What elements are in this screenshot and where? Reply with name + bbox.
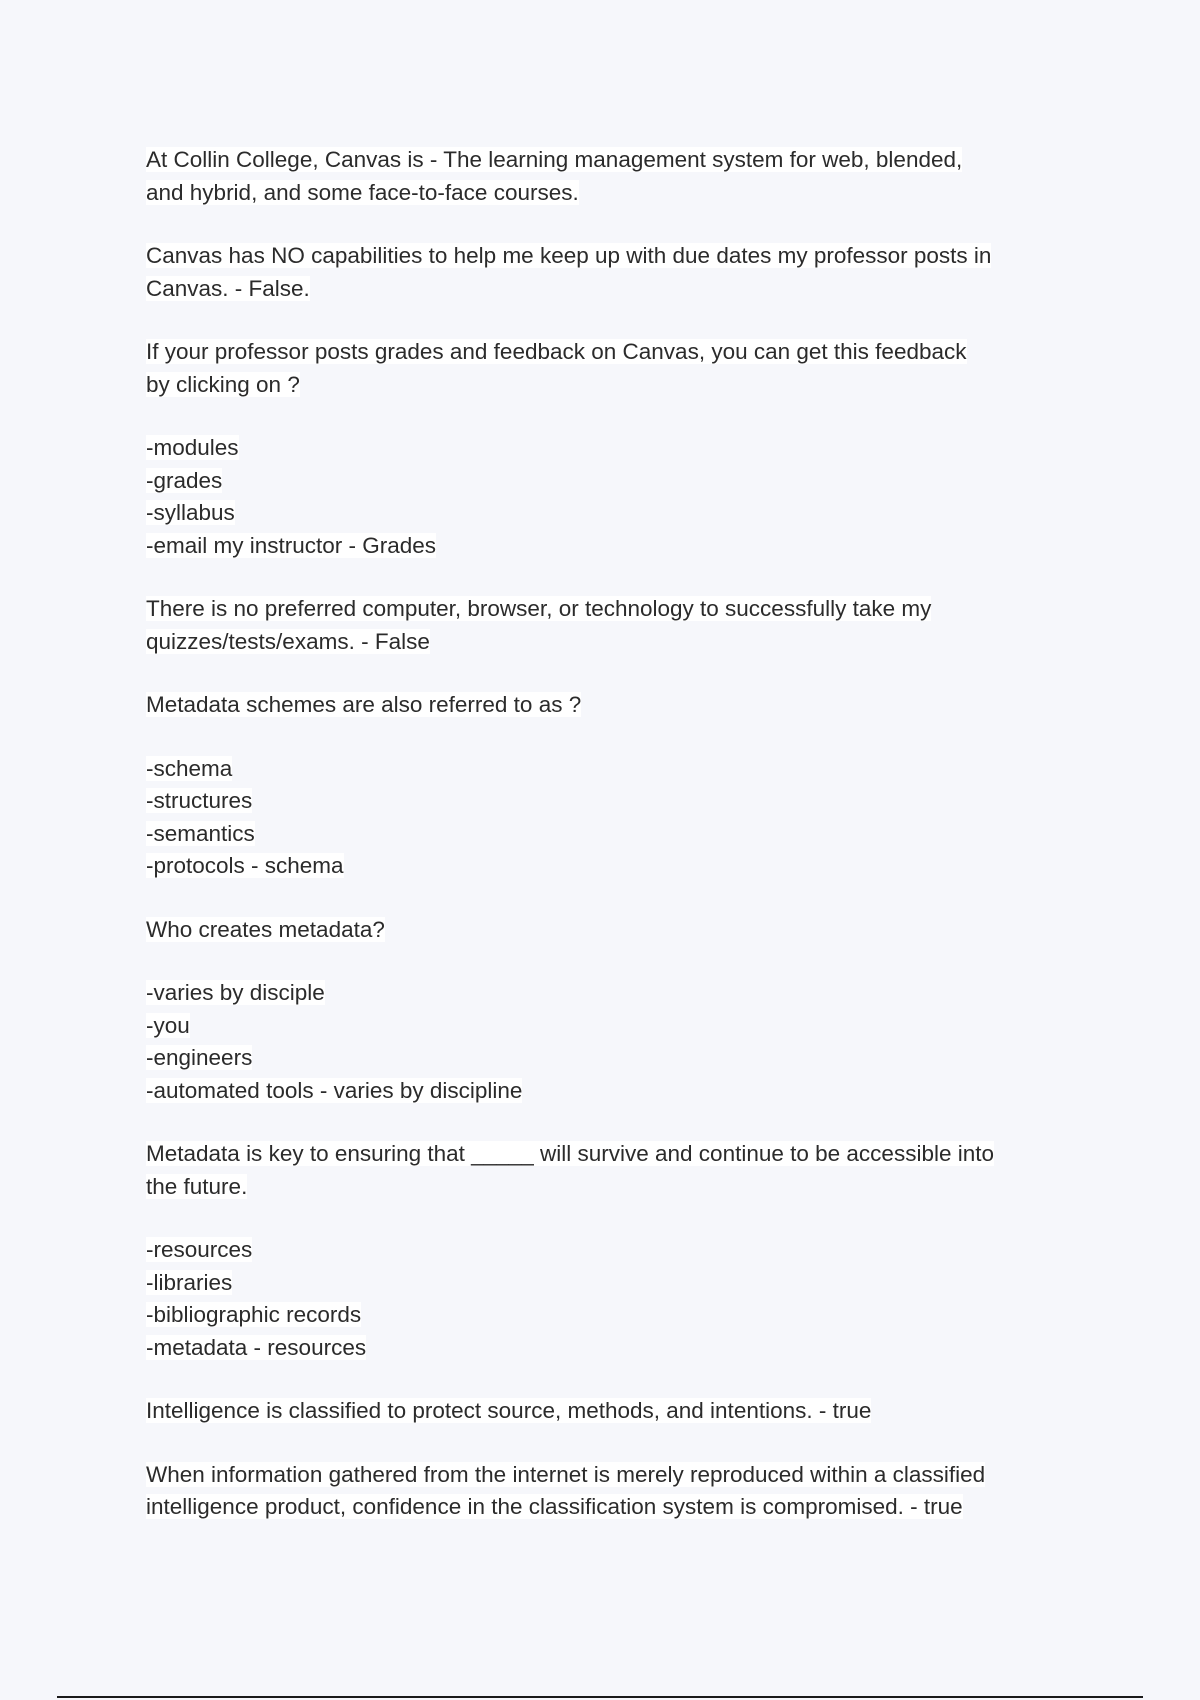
option-item: -resources xyxy=(146,1237,253,1262)
options-who-creates-metadata xyxy=(146,977,1086,1107)
question-who-creates-metadata xyxy=(146,914,1086,947)
options-grades-feedback xyxy=(146,432,1086,562)
question-metadata-survival xyxy=(146,1138,1086,1203)
qa-canvas-definition xyxy=(146,144,1086,209)
option-item: -varies by disciple xyxy=(146,980,325,1005)
text-line: Canvas has NO capabilities to help me keep up with due dates my professor posts in xyxy=(146,243,992,268)
option-item: -syllabus xyxy=(146,500,235,525)
option-item: -automated tools - varies by discipline xyxy=(146,1077,523,1103)
option-item: -bibliographic records xyxy=(146,1302,362,1327)
text-line: Metadata is key to ensuring that _____ will survive and continue to be accessible into xyxy=(146,1141,995,1166)
text-line: At Collin College, Canvas is - The learning management system for web, blended, xyxy=(146,147,963,172)
option-item: -schema xyxy=(146,755,233,781)
text-line: Who creates metadata? xyxy=(146,916,385,942)
qa-intelligence-classified xyxy=(146,1395,1086,1428)
text-line: quizzes/tests/exams. - False xyxy=(146,628,430,654)
option-item: -you xyxy=(146,1012,190,1038)
option-item: -email my instructor - Grades xyxy=(146,532,437,558)
text-line: Canvas. - False. xyxy=(146,275,310,301)
text-line: and hybrid, and some face-to-face courses. xyxy=(146,179,579,205)
option-item: -engineers xyxy=(146,1045,253,1070)
qa-internet-information xyxy=(146,1459,1086,1524)
option-item: -grades xyxy=(146,467,223,493)
question-grades-feedback xyxy=(146,336,1086,401)
text-line: There is no preferred computer, browser, or technology to successfully take my xyxy=(146,596,932,621)
option-item: -modules xyxy=(146,435,239,460)
text-line: by clicking on ? xyxy=(146,371,300,397)
text-line: When information gathered from the internet is merely reproduced within a classified xyxy=(146,1461,986,1487)
text-line: intelligence product, confidence in the classification system is compromised. - true xyxy=(146,1494,963,1519)
page-bottom-rule xyxy=(57,1696,1143,1698)
text-line: Intelligence is classified to protect source, methods, and intentions. - true xyxy=(146,1398,872,1423)
document-body xyxy=(146,144,1086,1555)
option-item: -semantics xyxy=(146,820,255,846)
text-line: If your professor posts grades and feedback on Canvas, you can get this feedback xyxy=(146,339,967,364)
option-item: -protocols - schema xyxy=(146,853,344,878)
option-item: -metadata - resources xyxy=(146,1334,367,1360)
options-metadata-schemes xyxy=(146,753,1086,883)
qa-preferred-technology xyxy=(146,593,1086,658)
text-line: the future. xyxy=(146,1173,248,1199)
question-metadata-schemes xyxy=(146,689,1086,722)
text-line: Metadata schemes are also referred to as ? xyxy=(146,692,582,717)
options-metadata-survival xyxy=(146,1234,1086,1364)
qa-canvas-due-dates xyxy=(146,240,1086,305)
option-item: -structures xyxy=(146,788,253,813)
option-item: -libraries xyxy=(146,1269,233,1295)
